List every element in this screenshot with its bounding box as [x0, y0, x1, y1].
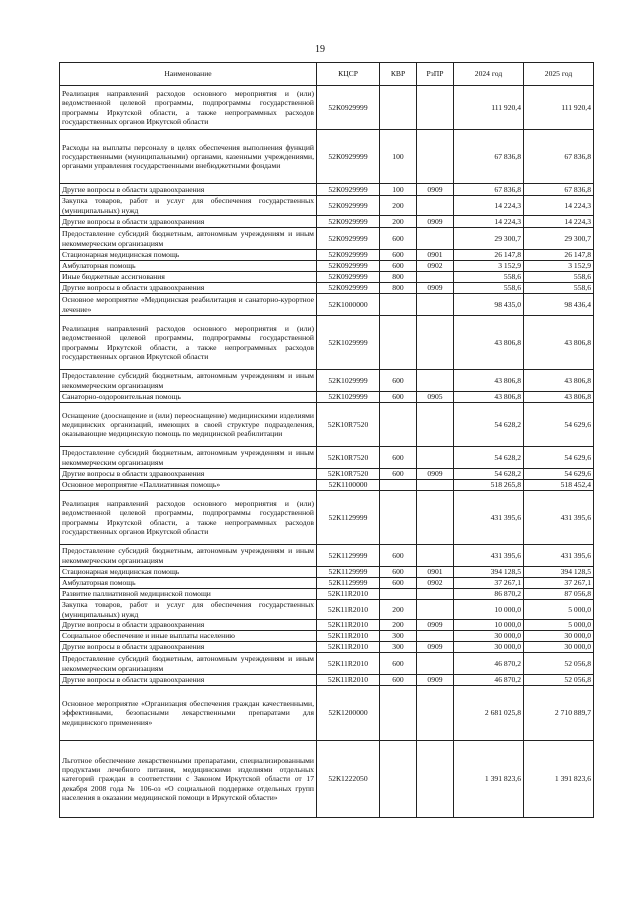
table-row	[60, 545, 594, 567]
table-row	[60, 469, 594, 480]
cell-v1: 1 391 823,6	[454, 741, 524, 818]
header-kvr: КВР	[380, 63, 417, 86]
cell-kcsr: 52К1029999	[317, 316, 380, 370]
cell-kvr: 600	[380, 567, 417, 578]
cell-v2: 5 000,0	[524, 620, 594, 631]
cell-kvr	[380, 491, 417, 545]
cell-rzpr: 0905	[417, 392, 454, 403]
cell-kcsr: 52К0929999	[317, 216, 380, 228]
cell-v1: 14 224,3	[454, 216, 524, 228]
cell-kvr: 600	[380, 370, 417, 392]
cell-v2: 3 152,9	[524, 261, 594, 272]
cell-v1: 54 628,2	[454, 403, 524, 447]
cell-rzpr: 0909	[417, 620, 454, 631]
cell-v1: 30 000,0	[454, 631, 524, 642]
cell-kvr: 600	[380, 675, 417, 686]
cell-v1: 67 836,8	[454, 130, 524, 184]
cell-name: Иные бюджетные ассигнования	[60, 272, 317, 283]
table-row	[60, 600, 594, 620]
table-row	[60, 642, 594, 653]
cell-rzpr	[417, 86, 454, 130]
cell-rzpr: 0901	[417, 567, 454, 578]
cell-kcsr: 52К11R2010	[317, 675, 380, 686]
cell-kcsr: 52К11R2010	[317, 653, 380, 675]
cell-name: Предоставление субсидий бюджетным, автономным учреждениям и иным некоммерческим организациям	[60, 545, 317, 567]
cell-v1: 26 147,8	[454, 250, 524, 261]
cell-v1: 46 870,2	[454, 653, 524, 675]
cell-rzpr	[417, 491, 454, 545]
cell-kvr	[380, 686, 417, 741]
cell-kvr: 200	[380, 620, 417, 631]
budget-table	[59, 62, 594, 818]
cell-kvr: 600	[380, 578, 417, 589]
table-row	[60, 392, 594, 403]
cell-kvr: 100	[380, 184, 417, 196]
cell-v1: 14 224,3	[454, 196, 524, 216]
cell-v2: 43 806,8	[524, 392, 594, 403]
cell-kcsr: 52К1129999	[317, 578, 380, 589]
cell-v2: 67 836,8	[524, 184, 594, 196]
cell-v1: 67 836,8	[454, 184, 524, 196]
cell-v2: 37 267,1	[524, 578, 594, 589]
header-2024: 2024 год	[454, 63, 524, 86]
cell-v2: 67 836,8	[524, 130, 594, 184]
cell-name: Другие вопросы в области здравоохранения	[60, 216, 317, 228]
cell-name: Реализация направлений расходов основного мероприятия и (или) ведомственной целевой программы, подпрограммы государственной программы Иркутской области, а также непрограммных расходов государственных органов Иркутской области	[60, 86, 317, 130]
table-row	[60, 620, 594, 631]
table-row	[60, 184, 594, 196]
cell-v1: 29 300,7	[454, 228, 524, 250]
cell-rzpr	[417, 631, 454, 642]
cell-kcsr: 52К1129999	[317, 545, 380, 567]
cell-v2: 54 629,6	[524, 469, 594, 480]
cell-v2: 26 147,8	[524, 250, 594, 261]
cell-v2: 52 056,8	[524, 675, 594, 686]
cell-v1: 111 920,4	[454, 86, 524, 130]
cell-kvr: 600	[380, 447, 417, 469]
table-row	[60, 578, 594, 589]
cell-v2: 518 452,4	[524, 480, 594, 491]
cell-rzpr: 0909	[417, 283, 454, 294]
cell-v2: 54 629,6	[524, 447, 594, 469]
cell-name: Развитие паллиативной медицинской помощи	[60, 589, 317, 600]
cell-rzpr: 0901	[417, 250, 454, 261]
header-kcsr: КЦСР	[317, 63, 380, 86]
cell-kcsr: 52К0929999	[317, 228, 380, 250]
cell-v2: 2 710 889,7	[524, 686, 594, 741]
table-row	[60, 294, 594, 316]
cell-kvr: 600	[380, 228, 417, 250]
cell-rzpr	[417, 228, 454, 250]
cell-rzpr	[417, 196, 454, 216]
cell-v2: 14 224,3	[524, 216, 594, 228]
cell-v2: 30 000,0	[524, 631, 594, 642]
cell-v2: 558,6	[524, 272, 594, 283]
table-header-row	[60, 63, 594, 86]
table-row	[60, 491, 594, 545]
cell-rzpr	[417, 272, 454, 283]
cell-name: Реализация направлений расходов основного мероприятия и (или) ведомственной целевой программы, подпрограммы государственной программы Иркутской области, а также непрограммных расходов государственных органов Иркутской области	[60, 491, 317, 545]
cell-kvr	[380, 403, 417, 447]
table-row	[60, 741, 594, 818]
cell-v1: 46 870,2	[454, 675, 524, 686]
header-2025: 2025 год	[524, 63, 594, 86]
cell-kcsr: 52К0929999	[317, 261, 380, 272]
cell-v2: 43 806,8	[524, 316, 594, 370]
cell-name: Другие вопросы в области здравоохранения	[60, 469, 317, 480]
cell-v1: 10 000,0	[454, 620, 524, 631]
table-row	[60, 272, 594, 283]
cell-v2: 558,6	[524, 283, 594, 294]
cell-v2: 54 629,6	[524, 403, 594, 447]
cell-kvr: 200	[380, 196, 417, 216]
cell-kcsr: 52К11R2010	[317, 589, 380, 600]
table-row	[60, 675, 594, 686]
cell-v1: 86 870,2	[454, 589, 524, 600]
cell-v2: 87 056,8	[524, 589, 594, 600]
cell-rzpr: 0909	[417, 469, 454, 480]
cell-kvr	[380, 741, 417, 818]
cell-name: Оснащение (дооснащение и (или) переоснащение) медицинскими изделиями медицинских организаций, имеющих в своей структуре подразделения, оказывающие медицинскую помощь по медицинской реабилитации	[60, 403, 317, 447]
cell-rzpr	[417, 294, 454, 316]
cell-kcsr: 52К1129999	[317, 491, 380, 545]
table-row	[60, 567, 594, 578]
cell-kvr: 600	[380, 392, 417, 403]
header-name: Наименование	[60, 63, 317, 86]
cell-kcsr: 52К0929999	[317, 86, 380, 130]
cell-v1: 3 152,9	[454, 261, 524, 272]
cell-v1: 54 628,2	[454, 447, 524, 469]
table-row	[60, 316, 594, 370]
cell-kcsr: 52К1222050	[317, 741, 380, 818]
cell-rzpr: 0909	[417, 184, 454, 196]
cell-name: Предоставление субсидий бюджетным, автономным учреждениям и иным некоммерческим организациям	[60, 653, 317, 675]
cell-rzpr	[417, 600, 454, 620]
cell-rzpr	[417, 589, 454, 600]
cell-v1: 43 806,8	[454, 316, 524, 370]
cell-name: Предоставление субсидий бюджетным, автономным учреждениям и иным некоммерческим организациям	[60, 370, 317, 392]
cell-kcsr: 52К1000000	[317, 294, 380, 316]
cell-kvr: 600	[380, 469, 417, 480]
cell-kvr: 200	[380, 600, 417, 620]
table-row	[60, 631, 594, 642]
cell-kcsr: 52К0929999	[317, 184, 380, 196]
cell-v2: 5 000,0	[524, 600, 594, 620]
table-row	[60, 480, 594, 491]
cell-name: Другие вопросы в области здравоохранения	[60, 283, 317, 294]
cell-name: Основное мероприятие «Паллиативная помощь»	[60, 480, 317, 491]
cell-kcsr: 52К0929999	[317, 272, 380, 283]
cell-v2: 98 436,4	[524, 294, 594, 316]
cell-v1: 10 000,0	[454, 600, 524, 620]
cell-kcsr: 52К10R7520	[317, 469, 380, 480]
cell-name: Реализация направлений расходов основного мероприятия и (или) ведомственной целевой программы, подпрограммы государственной программы Иркутской области, а также непрограммных расходов государственных органов Иркутской области	[60, 316, 317, 370]
cell-name: Санаторно-оздоровительная помощь	[60, 392, 317, 403]
cell-kvr: 300	[380, 631, 417, 642]
table-row	[60, 447, 594, 469]
cell-v2: 431 395,6	[524, 545, 594, 567]
cell-v1: 394 128,5	[454, 567, 524, 578]
cell-v2: 14 224,3	[524, 196, 594, 216]
cell-v2: 52 056,8	[524, 653, 594, 675]
cell-kcsr: 52К11R2010	[317, 620, 380, 631]
cell-kvr: 200	[380, 216, 417, 228]
cell-name: Закупка товаров, работ и услуг для обеспечения государственных (муниципальных) нужд	[60, 600, 317, 620]
cell-v2: 43 806,8	[524, 370, 594, 392]
cell-name: Основное мероприятие «Медицинская реабилитация и санаторно-курортное лечение»	[60, 294, 317, 316]
cell-kcsr: 52К10R7520	[317, 447, 380, 469]
table-row	[60, 653, 594, 675]
cell-kcsr: 52К1029999	[317, 392, 380, 403]
cell-v2: 30 000,0	[524, 642, 594, 653]
cell-kvr	[380, 294, 417, 316]
cell-v1: 431 395,6	[454, 491, 524, 545]
cell-rzpr: 0909	[417, 642, 454, 653]
cell-v2: 394 128,5	[524, 567, 594, 578]
cell-kvr: 800	[380, 283, 417, 294]
table-row	[60, 589, 594, 600]
cell-kcsr: 52К0929999	[317, 130, 380, 184]
cell-v1: 98 435,0	[454, 294, 524, 316]
cell-kcsr: 52К1100000	[317, 480, 380, 491]
table-row	[60, 283, 594, 294]
cell-rzpr: 0909	[417, 216, 454, 228]
cell-v1: 2 681 025,8	[454, 686, 524, 741]
cell-rzpr	[417, 447, 454, 469]
cell-kcsr: 52К1129999	[317, 567, 380, 578]
table-row	[60, 403, 594, 447]
cell-rzpr	[417, 653, 454, 675]
table-body	[60, 86, 594, 818]
cell-v1: 37 267,1	[454, 578, 524, 589]
table-row	[60, 130, 594, 184]
cell-name: Амбулаторная помощь	[60, 578, 317, 589]
cell-name: Другие вопросы в области здравоохранения	[60, 642, 317, 653]
cell-kvr: 600	[380, 653, 417, 675]
cell-rzpr	[417, 480, 454, 491]
cell-rzpr: 0902	[417, 261, 454, 272]
cell-rzpr	[417, 130, 454, 184]
cell-v1: 30 000,0	[454, 642, 524, 653]
cell-v1: 558,6	[454, 283, 524, 294]
cell-kvr: 600	[380, 250, 417, 261]
cell-v1: 43 806,8	[454, 392, 524, 403]
cell-kcsr: 52К0929999	[317, 283, 380, 294]
cell-v1: 54 628,2	[454, 469, 524, 480]
table-row	[60, 216, 594, 228]
cell-v2: 431 395,6	[524, 491, 594, 545]
cell-rzpr	[417, 403, 454, 447]
cell-name: Льготное обеспечение лекарственными препаратами, специализированными продуктами лечебного питания, медицинскими изделиями отдельных категорий граждан в соответствии с Законом Иркутской области от 17 декабря 2008 года № 106-оз «О социальной поддержке отдельных групп населения в оказании медицинской помощи в Иркутской области»	[60, 741, 317, 818]
cell-kvr	[380, 86, 417, 130]
cell-kcsr: 52К11R2010	[317, 600, 380, 620]
cell-name: Предоставление субсидий бюджетным, автономным учреждениям и иным некоммерческим организациям	[60, 228, 317, 250]
header-rzpr: РзПР	[417, 63, 454, 86]
cell-rzpr	[417, 370, 454, 392]
cell-kvr: 600	[380, 545, 417, 567]
cell-kcsr: 52К1200000	[317, 686, 380, 741]
cell-v2: 111 920,4	[524, 86, 594, 130]
cell-kcsr: 52К11R2010	[317, 642, 380, 653]
cell-name: Основное мероприятие «Организация обеспечения граждан качественными, эффективными, безопасными лекарственными препаратами для медицинского применения»	[60, 686, 317, 741]
cell-v1: 43 806,8	[454, 370, 524, 392]
page-number: 19	[315, 44, 325, 55]
cell-name: Другие вопросы в области здравоохранения	[60, 184, 317, 196]
cell-kcsr: 52К0929999	[317, 250, 380, 261]
cell-kvr: 800	[380, 272, 417, 283]
table-row	[60, 196, 594, 216]
cell-name: Расходы на выплаты персоналу в целях обеспечения выполнения функций государственными (муниципальными) органами, казенными учреждениями, органами управления государственными внебюджетными фондами	[60, 130, 317, 184]
cell-kcsr: 52К11R2010	[317, 631, 380, 642]
cell-name: Стационарная медицинская помощь	[60, 250, 317, 261]
cell-rzpr: 0902	[417, 578, 454, 589]
cell-v1: 431 395,6	[454, 545, 524, 567]
cell-kcsr: 52К10R7520	[317, 403, 380, 447]
cell-v2: 1 391 823,6	[524, 741, 594, 818]
cell-kvr	[380, 316, 417, 370]
table-row	[60, 261, 594, 272]
cell-name: Другие вопросы в области здравоохранения	[60, 675, 317, 686]
table-row	[60, 686, 594, 741]
cell-rzpr	[417, 686, 454, 741]
cell-name: Предоставление субсидий бюджетным, автономным учреждениям и иным некоммерческим организациям	[60, 447, 317, 469]
cell-name: Амбулаторная помощь	[60, 261, 317, 272]
cell-kvr: 600	[380, 261, 417, 272]
cell-name: Стационарная медицинская помощь	[60, 567, 317, 578]
cell-name: Социальное обеспечение и иные выплаты населению	[60, 631, 317, 642]
cell-kvr	[380, 480, 417, 491]
cell-kvr: 300	[380, 642, 417, 653]
table-row	[60, 370, 594, 392]
table-row	[60, 86, 594, 130]
cell-rzpr	[417, 545, 454, 567]
cell-v1: 518 265,8	[454, 480, 524, 491]
cell-rzpr	[417, 741, 454, 818]
cell-kcsr: 52К1029999	[317, 370, 380, 392]
cell-rzpr	[417, 316, 454, 370]
cell-rzpr: 0909	[417, 675, 454, 686]
table-row	[60, 228, 594, 250]
table-row	[60, 250, 594, 261]
cell-name: Другие вопросы в области здравоохранения	[60, 620, 317, 631]
cell-v2: 29 300,7	[524, 228, 594, 250]
cell-name: Закупка товаров, работ и услуг для обеспечения государственных (муниципальных) нужд	[60, 196, 317, 216]
cell-kvr	[380, 589, 417, 600]
cell-kvr: 100	[380, 130, 417, 184]
cell-v1: 558,6	[454, 272, 524, 283]
cell-kcsr: 52К0929999	[317, 196, 380, 216]
